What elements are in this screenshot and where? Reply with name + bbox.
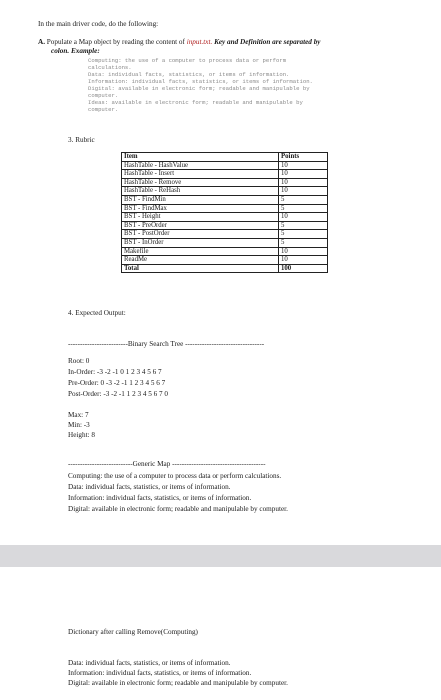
example-line: Information: individual facts, statistics, or items of information. xyxy=(88,78,313,85)
map-line: Digital: available in electronic form; readable and manipulable by computer. xyxy=(68,505,288,513)
rubric-total-label: Total xyxy=(122,264,279,273)
table-row xyxy=(122,264,328,273)
intro-text: In the main driver code, do the following: xyxy=(38,20,159,28)
table-row xyxy=(122,256,328,265)
map-line: Computing: the use of a computer to process data or perform calculations. xyxy=(68,472,282,480)
step-a-letter: A. xyxy=(38,38,45,46)
map-line: Data: individual facts, statistics, or items of information. xyxy=(68,483,231,491)
table-row xyxy=(122,213,328,222)
table-row xyxy=(122,170,328,179)
bst-min: Min: -3 xyxy=(68,421,90,429)
example-line: Ideas: available in electronic form; readable and manipulable by xyxy=(88,99,303,106)
step-a xyxy=(38,38,320,47)
rubric-item: HashTable - ReHash xyxy=(122,187,279,196)
rubric-item: BST - FindMax xyxy=(122,204,279,213)
rubric-item: BST - PostOrder xyxy=(122,230,279,239)
rubric-col-item: Item xyxy=(122,153,279,162)
step-a-line2: colon. Example: xyxy=(51,47,100,55)
rubric-item: BST - Height xyxy=(122,213,279,222)
example-block xyxy=(88,57,313,113)
rubric-heading: 3. Rubric xyxy=(68,136,95,144)
example-line: Computing: the use of a computer to process data or perform xyxy=(88,57,287,64)
rubric-points: 10 xyxy=(279,256,328,265)
table-row xyxy=(122,238,328,247)
table-row xyxy=(122,204,328,213)
table-row xyxy=(122,247,328,256)
rubric-points: 5 xyxy=(279,230,328,239)
example-line: computer. xyxy=(88,106,119,113)
bst-preorder: Pre-Order: 0 -3 -2 -1 1 2 3 4 5 6 7 xyxy=(68,379,166,387)
map-divider: ---------------------------Generic Map --------------------------------------- xyxy=(68,460,266,468)
rubric-total-points: 100 xyxy=(279,264,328,273)
table-row xyxy=(122,178,328,187)
rubric-points: 10 xyxy=(279,247,328,256)
rubric-points: 10 xyxy=(279,213,328,222)
bst-postorder: Post-Order: -3 -2 -1 1 2 3 4 5 6 7 0 xyxy=(68,390,169,398)
bst-height: Height: 8 xyxy=(68,431,95,439)
rubric-points: 5 xyxy=(279,238,328,247)
rubric-item: HashTable - Remove xyxy=(122,178,279,187)
rubric-points: 5 xyxy=(279,204,328,213)
rubric-points: 5 xyxy=(279,195,328,204)
rubric-item: BST - InOrder xyxy=(122,238,279,247)
after-remove-line: Data: individual facts, statistics, or items of information. xyxy=(68,659,231,667)
example-line: Data: individual facts, statistics, or items of information. xyxy=(88,71,290,78)
expected-heading: 4. Expected Output: xyxy=(68,309,126,317)
after-remove-line: Information: individual facts, statistics, or items of information. xyxy=(68,669,252,677)
rubric-points: 10 xyxy=(279,178,328,187)
table-row xyxy=(122,187,328,196)
example-line: Digital: available in electronic form; readable and manipulable by xyxy=(88,85,310,92)
example-line: calculations. xyxy=(88,64,132,71)
example-line: computer. xyxy=(88,92,119,99)
rubric-points: 5 xyxy=(279,221,328,230)
rubric-item: BST - PreOrder xyxy=(122,221,279,230)
rubric-points: 10 xyxy=(279,161,328,170)
map-line: Information: individual facts, statistics, or items of information. xyxy=(68,494,252,502)
after-remove-line: Digital: available in electronic form; readable and manipulable by computer. xyxy=(68,679,288,687)
table-row xyxy=(122,195,328,204)
table-row xyxy=(122,161,328,170)
table-row xyxy=(122,221,328,230)
bst-inorder: In-Order: -3 -2 -1 0 1 2 3 4 5 6 7 xyxy=(68,368,162,376)
step-a-text: Populate a Map object by reading the content of xyxy=(46,38,187,46)
page-break-band xyxy=(0,545,441,567)
rubric-item: BST - FindMin xyxy=(122,195,279,204)
input-file-name: input.txt. xyxy=(186,38,213,46)
rubric-points: 10 xyxy=(279,170,328,179)
rubric-table xyxy=(121,152,328,273)
bst-max: Max: 7 xyxy=(68,411,89,419)
rubric-col-points: Points xyxy=(279,153,328,162)
table-row xyxy=(122,230,328,239)
bst-divider: -------------------------Binary Search Tree --------------------------------- xyxy=(68,340,265,348)
rubric-points: 10 xyxy=(279,187,328,196)
after-remove-heading: Dictionary after calling Remove(Computing) xyxy=(68,628,198,636)
rubric-header-row xyxy=(122,153,328,162)
step-a-bold-tail: Key and Definition are separated by xyxy=(212,38,321,46)
bst-root: Root: 0 xyxy=(68,357,90,365)
rubric-item: HashTable - HashValue xyxy=(122,161,279,170)
rubric-item: HashTable - Insert xyxy=(122,170,279,179)
rubric-item: ReadMe xyxy=(122,256,279,265)
rubric-item: Makefile xyxy=(122,247,279,256)
